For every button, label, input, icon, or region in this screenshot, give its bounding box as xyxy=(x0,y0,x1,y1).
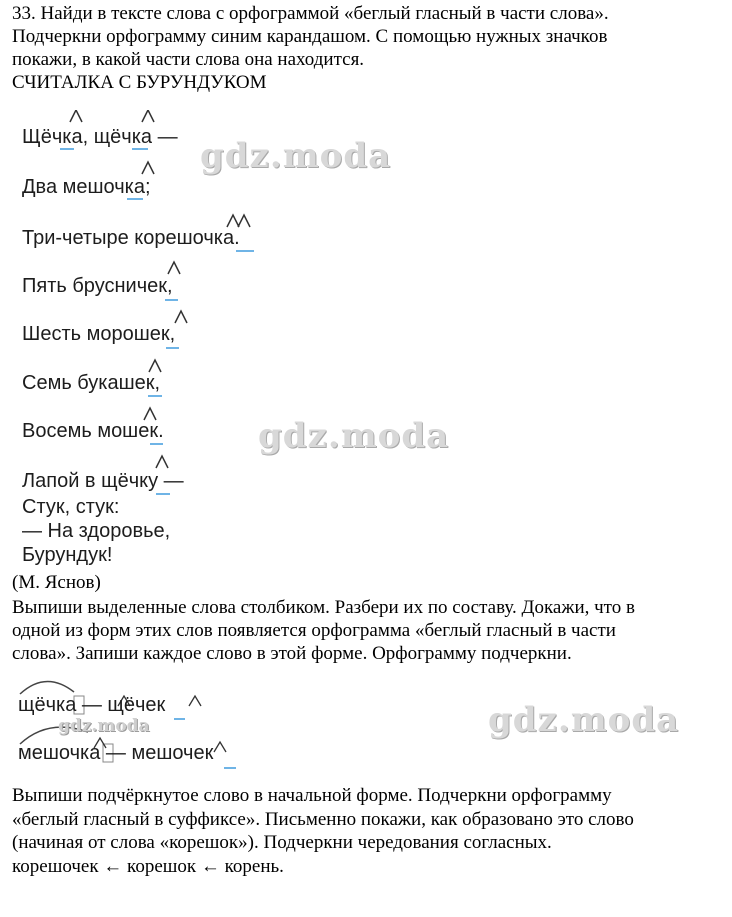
task-2-instructions xyxy=(12,596,724,665)
poem-line-7: Восемь мошек. xyxy=(22,420,164,442)
poem-line-3: Три-четыре корешочка. xyxy=(22,227,240,249)
poem-image xyxy=(14,110,278,568)
poem-line-1: Щёчка, щёчка — xyxy=(22,126,178,148)
poem-author: (М. Яснов) xyxy=(12,572,101,593)
task-line: покажи, в какой части слова она находится. xyxy=(12,49,365,70)
task-line: Выпиши выделенные слова столбиком. Разбери их по составу. Докажи, что в xyxy=(12,597,635,618)
watermark-3: gdz.moda xyxy=(58,716,150,736)
task-line: «беглый гласный в суффиксе». Письменно покажи, как образовано это слово xyxy=(12,808,634,830)
poem-line-10: — На здоровье, xyxy=(22,520,171,542)
poem-line-4: Пять брусничек, xyxy=(22,275,173,297)
task-line: Подчеркни орфограмму синим карандашом. С помощью нужных значков xyxy=(12,26,608,47)
poem-line-6: Семь букашек, xyxy=(22,372,161,394)
watermark-4: gdz.moda xyxy=(488,700,680,740)
task-line: Выпиши подчёркнутое слово в начальной форме. Подчеркни орфограмму xyxy=(12,785,612,806)
poem-title: СЧИТАЛКА С БУРУНДУКОМ xyxy=(12,72,267,93)
task-line: одной из форм этих слов появляется орфограмма «беглый гласный в части xyxy=(12,620,616,641)
answer-line: корешочек ← корешок ← корень. xyxy=(12,855,284,877)
word-pair-1: щёчка — щёчек xyxy=(18,694,166,716)
task-3-instructions xyxy=(12,784,724,878)
word-pair-2: мешочка — мешочек xyxy=(18,742,214,764)
poem-line-8: Лапой в щёчку — xyxy=(22,470,184,492)
poem-line-9: Стук, стук: xyxy=(22,496,120,518)
task-line: 33. Найди в тексте слова с орфограммой «беглый гласный в части слова». xyxy=(12,3,609,24)
task-line: слова». Запиши каждое слово в этой форме. Орфограмму подчеркни. xyxy=(12,643,572,664)
watermark-2: gdz.moda xyxy=(258,416,450,456)
watermark-1: gdz.moda xyxy=(200,136,392,176)
task-line: (начиная от слова «корешок»). Подчеркни чередования согласных. xyxy=(12,832,552,853)
poem-line-5: Шесть морошек, xyxy=(22,323,176,345)
task-33-instructions xyxy=(12,2,727,94)
poem-line-11: Бурундук! xyxy=(22,544,113,566)
poem-line-2: Два мешочка; xyxy=(22,176,151,198)
